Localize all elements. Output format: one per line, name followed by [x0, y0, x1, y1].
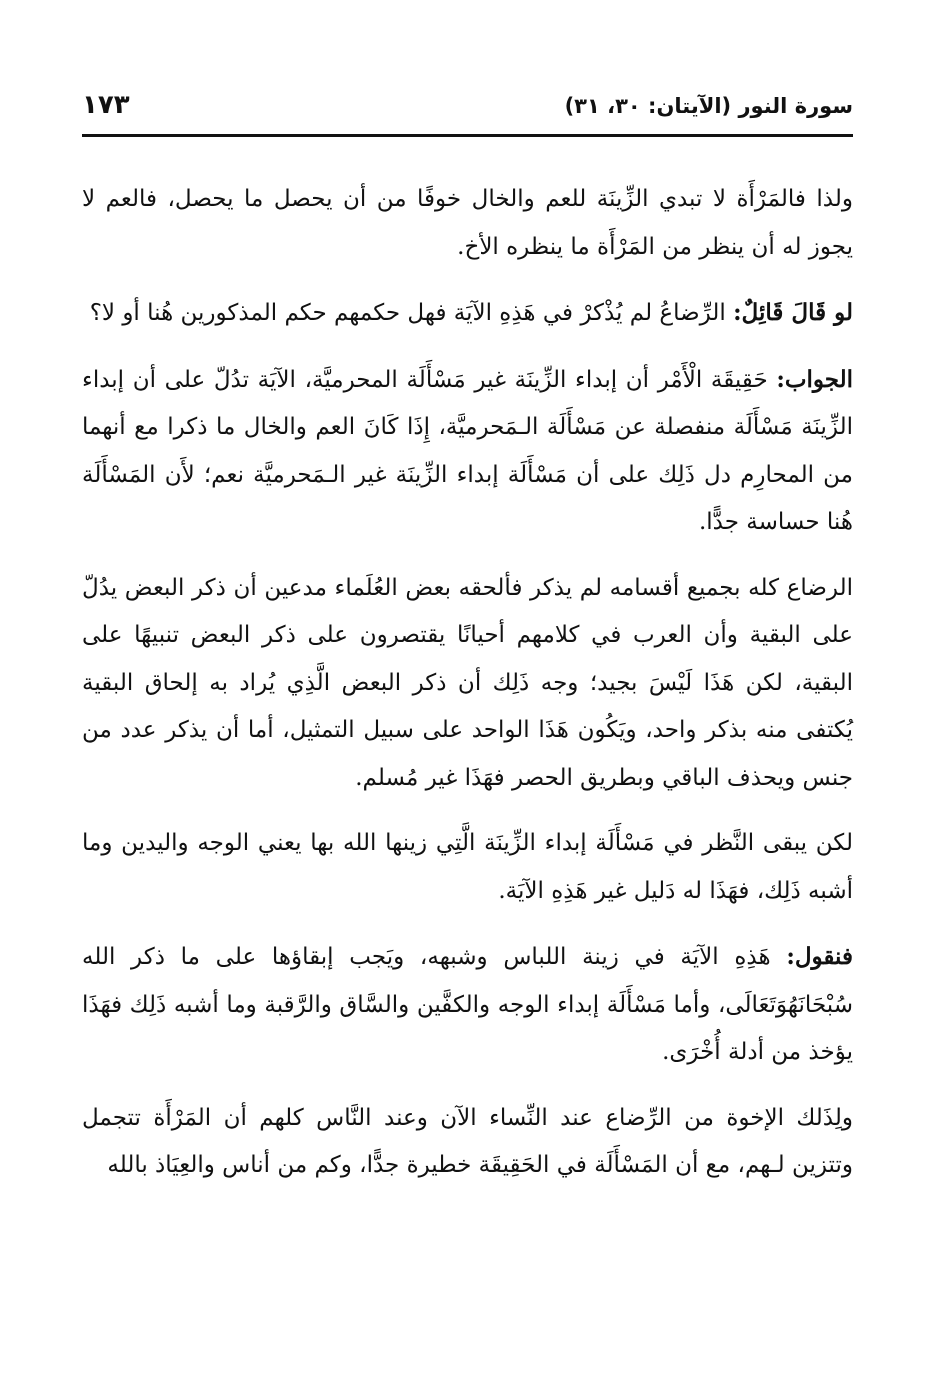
paragraph-text: هَذِهِ الآيَة في زينة اللباس وشبهه، ويَجب إبقاؤها على ما ذكر الله سُبْحَانَهُوَتَعَالَى، وأما مَسْأَلَة إبداء الوجه والكفَّين والسَّاق والرَّقبة وما أشبه ذَلِك فهَذَا يؤخذ من أدلة أُخْرَى. — [82, 944, 853, 1065]
paragraph-text: الرِّضاعُ لم يُذْكرْ في هَذِهِ الآيَة فهل حكمهم حكم المذكورين هُنا أو لا؟ — [89, 300, 734, 326]
paragraph-2 — [82, 289, 853, 338]
paragraph-text: ولِذَلك الإخوة من الرِّضاع عند النِّساء الآن وعند النَّاس كلهم أن المَرْأَة تتجمل وتتزين لـهم، مع أن المَسْأَلَة في الحَقِيقَة خطيرة جدًّا، وكم من أناس والعِيَاذ بالله — [82, 1104, 853, 1178]
page-header — [82, 88, 853, 137]
paragraph-1 — [82, 176, 853, 271]
paragraph-7 — [82, 1095, 853, 1190]
body-text — [82, 176, 853, 1208]
paragraph-text: الرضاع كله بجميع أقسامه لم يذكر فألحقه بعض العُلَماء مدعين أن ذكر البعض يدُلّ على البقية وأن العرب في كلامهم أحيانًا يقتصرون على ذكر البعض تنبيهًا على البقية، لكن هَذَا لَيْسَ بجيد؛ وجه ذَلِك أن ذكر البعض الَّذِي يُراد به إلحاق البقية يُكتفى منه بذكر واحد، ويَكُون هَذَا الواحد على سبيل التمثيل، أما أن يذكر عدد من جنس ويحذف الباقي وبطريق الحصر فهَذَا غير مُسلم. — [82, 574, 853, 791]
paragraph-5 — [82, 820, 853, 915]
paragraph-lead: الجواب: — [776, 365, 853, 393]
paragraph-text: حَقِيقَة الْأَمْر أن إبداء الزِّينَة غير مَسْأَلَة المحرميَّة، الآيَة تدُلّ على أن إبداء الزِّينَة مَسْأَلَة منفصلة عن مَسْأَلَة الـمَحرميَّة، إِذَا كَانَ العم والخال ما ذكرا مع أنهما من المحارِم دل ذَلِك على أن مَسْأَلَة إبداء الزِّينَة غير الـمَحرميَّة نعم؛ لأَن المَسْأَلَة هُنا حساسة جدًّا. — [82, 366, 853, 535]
paragraph-text: لكن يبقى النَّظر في مَسْأَلَة إبداء الزِّينَة الَّتِي زينها الله بها يعني الوجه واليدين وما أشبه ذَلِك، فهَذَا له دَليل غير هَذِهِ الآيَة. — [82, 830, 853, 904]
paragraph-6 — [82, 933, 853, 1077]
paragraph-3 — [82, 356, 853, 547]
paragraph-lead: لو قَالَ قَائِلٌ: — [733, 299, 853, 326]
paragraph-text: ولذا فالمَرْأَة لا تبدي الزِّينَة للعم والخال خوفًا من أن يحصل ما يحصل، فالعم لا يجوز له أن ينظر من المَرْأَة ما ينظره الأخ. — [82, 186, 853, 260]
paragraph-lead: فنقول: — [786, 943, 853, 970]
page-number: ١٧٣ — [82, 90, 130, 120]
paragraph-4 — [82, 565, 853, 803]
running-title: سورة النور (الآيتان: ٣٠، ٣١) — [564, 94, 853, 118]
